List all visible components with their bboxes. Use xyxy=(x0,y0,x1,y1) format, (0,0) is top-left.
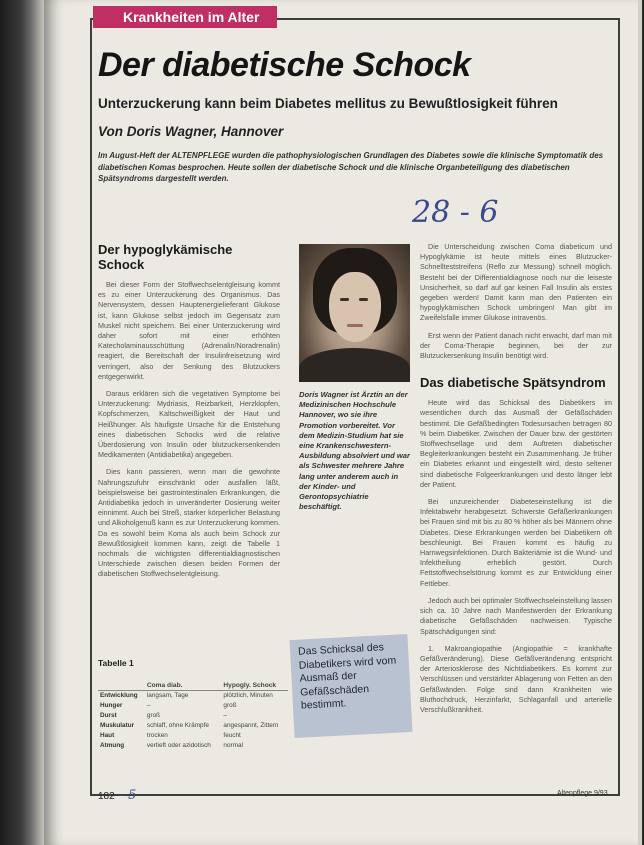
body-paragraph: Erst wenn der Patient danach nicht erwacht, darf man mit der Coma-Therapie beginnen, bei der zur Blutzuckersenkung Insulin benötigt wird. xyxy=(420,330,612,361)
table-row xyxy=(98,721,288,731)
body-paragraph: Heute wird das Schicksal des Diabetikers im wesentlichen durch das Ausmaß der Gefäßschäden bestimmt. Die Gefäßbedingten Todesursachen betragen 80 % beim Diabetiker. Zwischen der Dauer bzw. der gestörten Stoffwechsellage und dem Auftreten diabetischer Begleiterkrankungen besteht ein Zusammenhang. Je früher ein Diabetes erkannt und eingestellt wird, desto seltener sind diabetische Folgeerkrankungen und desto länger lebt der Patient. xyxy=(420,398,612,489)
table-header-cell: Coma diab. xyxy=(145,681,222,691)
right-column xyxy=(420,242,612,722)
body-paragraph: 1. Makroangiopathie (Angiopathie = krankhafte Gefäßveränderung). Diese Gefäßveränderung entspricht der Arteriosklerose des Nichtdiabetikers. Es kommt zur Verschlüssen und verstärkter Ablagerung von Fetten an den Gefäßwänden. Folge sind dann Krankheiten wie Bluthochdruck, Herzinfarkt, Schlaganfall und arterielle Verschlußkrankheit. xyxy=(420,643,612,714)
handwritten-note xyxy=(408,188,518,238)
handwritten-note-text: 28 - 6 xyxy=(412,195,499,230)
table-cell: schlaff, ohne Krämpfe xyxy=(146,722,209,729)
page-handwritten-mark: – 5 xyxy=(117,788,137,803)
journal-issue: Altenpflege 9/93 xyxy=(557,790,608,797)
table-cell: vertieft oder azidotisch xyxy=(146,742,211,749)
author-photo xyxy=(299,244,410,382)
table-cell: langsam, Tage xyxy=(146,692,189,699)
table-row-label: Durst xyxy=(100,712,117,719)
table-row xyxy=(98,691,288,702)
article-author: Von Doris Wagner, Hannover xyxy=(98,124,284,139)
left-column xyxy=(98,242,280,587)
table-row-label: Entwicklung xyxy=(100,692,138,699)
body-paragraph: Bei dieser Form der Stoffwechselentgleisung kommt es zu einer Unterzuckerung des Organismus. Das Nervensystem, dessen Hauptenergielieferant Glukose ist, kann Glukose selbst jedoch im Gegensatz zum Muskel nicht speichern. Bei einer Unterzuckerung wird daher sofort mit einer erhöhten Katecholaminausschüttung (Adrenalin/Noradrenalin) reagiert, die Bereitschaft der Insulinfreisetzung wird verringert, also der Senkung des Blutzuckers entgegenwirkt. xyxy=(98,280,280,381)
body-paragraph: Dies kann passieren, wenn man die gewohnte Nahrungszufuhr einschränkt oder ausfallen läßt, beispielsweise bei gastrointestinalen Erkrankungen, die Antidiabetika jedoch in unveränderter Dosierung weiter einnimmt. Auch bei Streß, starker körperlicher Belastung und Alkoholgenuß kann es zur Unterzuckerung kommen. Da es sowohl beim Koma als auch beim Schock zur Bewußtlosigkeit kommen kann, zeigt die Tabelle 1 nochmals die wichtigsten differentialdiagnostischen Unterschiede zwischen diesen beiden Formen der diabetischen Stoffwechselentgleisung. xyxy=(98,467,280,579)
page-edge xyxy=(638,0,642,845)
table-row xyxy=(98,741,288,751)
photo-mouth xyxy=(347,324,363,327)
table-title: Tabelle 1 xyxy=(98,658,134,668)
table-cell: normal xyxy=(223,742,243,749)
article-subtitle: Unterzuckerung kann beim Diabetes mellitus zu Bewußtlosigkeit führen xyxy=(98,96,558,111)
table-cell: plötzlich, Minuten xyxy=(223,692,273,699)
table-cell: – xyxy=(223,712,227,719)
body-paragraph: Bei unzureichender Diabeteseinstellung ist die Infektabwehr herabgesetzt. Schwerste Gefäßerkrankungen bei Frauen sind mit bis zu 80 % höher als bei Männern ohne Diabetes. Diese Erkrankungen werden bei Diabetikern oft beschleunigt. Bei Frauen kommt es häufig zu Harnwegsinfektionen. Durch Bakteriämie ist die Wund- und Infektheilung erheblich gestört. Durch Fettstoffwechselstörung kommt es zur Entwicklung einer Fettleber. xyxy=(420,497,612,588)
section-heading-late-syndrome: Das diabetische Spätsyndrom xyxy=(420,375,606,391)
category-banner: Krankheiten im Alter xyxy=(93,6,277,28)
table-cell: – xyxy=(146,702,151,709)
table-header-cell xyxy=(98,681,145,691)
table-row-label: Muskulatur xyxy=(100,722,135,729)
table-row xyxy=(98,701,288,711)
article-title: Der diabetische Schock xyxy=(98,46,471,84)
table-header-row xyxy=(98,681,288,691)
table-row-label: Atmung xyxy=(100,742,125,749)
table-cell: angespannt, Zittern xyxy=(223,722,279,729)
table-cell: groß xyxy=(223,702,237,709)
body-paragraph: Die Unterscheidung zwischen Coma diabeticum und Hypoglykämie ist heute mittels eines Blutzucker-Schnellteststreifens (Reflo zur Messung) schnell möglich. Besteht bei der Differentialdiagnose noch nur die leiseste Unsicherheit, so darf auf gar keinen Fall Insulin als erstes gegeben werden! Damit kann man den Patienten ein hypoglykämischen Schock umbringen! Man gibt im Zweifelsfalle immer Glukose intravenös. xyxy=(420,242,612,323)
photo-eye-right xyxy=(359,298,368,301)
photo-caption: Doris Wagner ist Ärztin an der Medizinischen Hochschule Hannover, wo sie ihre Promotion vorbereitet. Vor dem Medizin-Studium hat sie eine Krankenschwestern-Ausbildung absolviert und war als Schwester mehrere Jahre lang unter anderem auch in der Kinder- und Gerontopsychiatrie beschäftigt. xyxy=(299,390,410,512)
table-row-label: Hunger xyxy=(100,702,123,709)
table-cell: feucht xyxy=(223,732,241,739)
body-paragraph: Daraus erklären sich die vegetativen Symptome bei Unterzuckerung: Mydriasis, Reizbarkeit, Herzklopfen, Kopfschmerzen, Kaltschweißigkeit der Haut und Heißhunger. Als häufigste Ursache für die Entstehung eines diabetischen Schocks wird die relative Überdosierung von Insulin oder blutzuckersenkenden Medikamenten (Antidiabetika) angegeben. xyxy=(98,389,280,460)
table-row xyxy=(98,731,288,741)
article-intro: Im August-Heft der ALTENPFLEGE wurden die pathophysiologischen Grundlagen des Diabetes sowie die klinische Symptomatik des diabetischen Komas besprochen. Heute sollen der diabetische Schock und die klinische Organbeteiligung des diabetischen Spätsyndroms dargestellt werden. xyxy=(98,151,604,183)
photo-face xyxy=(329,272,381,342)
table-row xyxy=(98,711,288,721)
page-number-footer xyxy=(98,788,136,803)
section-heading-hypoglycemic-shock: Der hypoglykämische Schock xyxy=(98,242,233,272)
photo-eye-left xyxy=(340,298,349,301)
table-cell: groß xyxy=(146,712,161,719)
page-number: 182 xyxy=(98,791,115,802)
pull-quote-sticker: Das Schicksal des Diabetikers wird vom Ausmaß der Gefäßschäden bestimmt. xyxy=(290,634,413,738)
body-paragraph: Jedoch auch bei optimaler Stoffwechseleinstellung lassen sich ca. 10 Jahre nach Manifestwerden der Erkrankung diabetische Gefäßschäden nachweisen. Typische Spätschädigungen sind: xyxy=(420,595,612,636)
comparison-table xyxy=(98,681,288,751)
photo-shoulders xyxy=(299,348,410,382)
table-row-label: Haut xyxy=(100,732,115,739)
table-header-cell: Hypogly. Schock xyxy=(221,681,288,691)
table-cell: trocken xyxy=(146,732,168,739)
